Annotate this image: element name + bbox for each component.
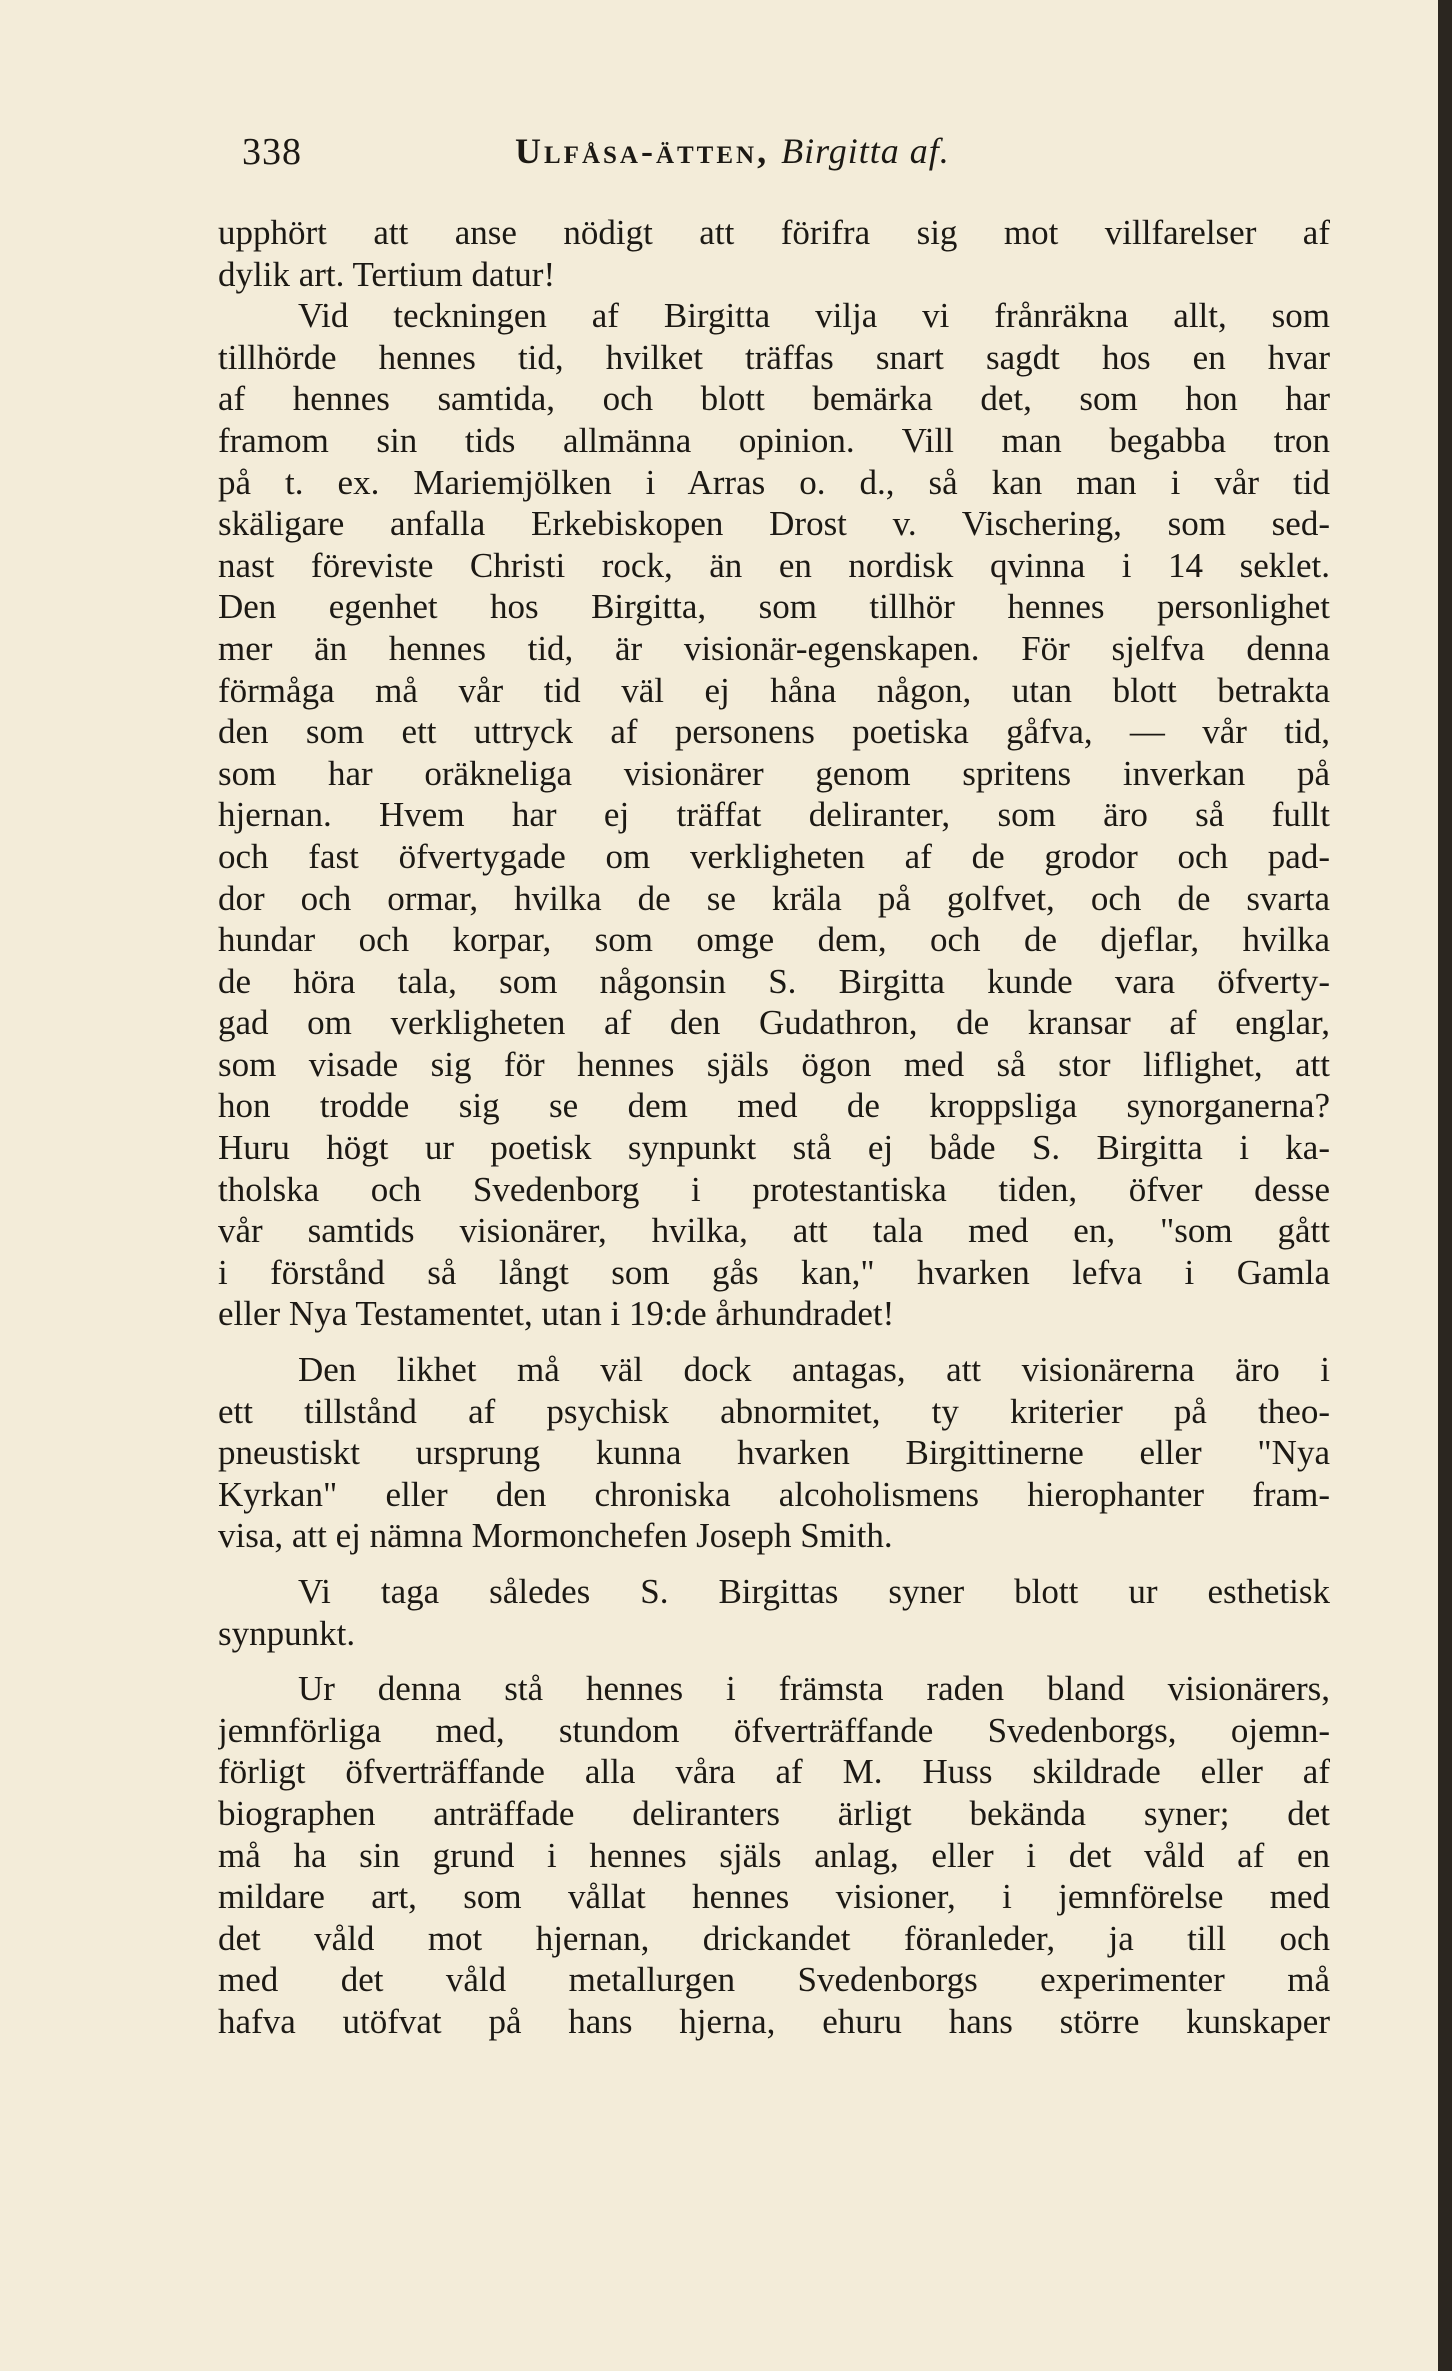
text-line: ett tillstånd af psychisk abnormitet, ty kriterier på theo- xyxy=(218,1391,1330,1431)
text-line: i förstånd så långt som gås kan," hvarken lefva i Gamla xyxy=(218,1252,1330,1292)
text-line: tholska och Svedenborg i protestantiska tiden, öfver desse xyxy=(218,1169,1330,1209)
text-line: Kyrkan" eller den chroniska alcoholismens hierophanter fram- xyxy=(218,1474,1330,1514)
paragraph-gap xyxy=(218,1335,1330,1349)
text-line: mer än hennes tid, är visionär-egenskapen. För sjelfva denna xyxy=(218,628,1330,668)
text-line: mildare art, som vållat hennes visioner, i jemnförelse med xyxy=(218,1877,1330,1917)
text-line: den som ett uttryck af personens poetiska gåfva, — vår tid, xyxy=(218,712,1330,752)
text-line: Huru högt ur poetisk synpunkt stå ej både S. Birgitta i ka- xyxy=(218,1128,1330,1168)
text-line: Ur denna stå hennes i främsta raden bland visionärers, xyxy=(298,1669,1330,1709)
page-edge-shadow xyxy=(1438,0,1452,2371)
text-line: hon trodde sig se dem med de kroppsliga synorganerna? xyxy=(218,1086,1330,1126)
text-line: eller Nya Testamentet, utan i 19:de århundradet! xyxy=(218,1294,895,1334)
text-line: de höra tala, som någonsin S. Birgitta kunde vara öfverty- xyxy=(218,961,1330,1001)
text-line: framom sin tids allmänna opinion. Vill man begabba tron xyxy=(218,420,1330,460)
text-line: vår samtids visionärer, hvilka, att tala med en, "som gått xyxy=(218,1211,1330,1251)
page-header xyxy=(230,130,1330,190)
text-line: på t. ex. Mariemjölken i Arras o. d., så kan man i vår tid xyxy=(218,462,1330,502)
text-line: Den egenhet hos Birgitta, som tillhör hennes personlighet xyxy=(218,587,1330,627)
text-line: Vi taga således S. Birgittas syner blott ur esthetisk xyxy=(298,1572,1330,1611)
paragraph-4 xyxy=(218,1571,1330,1654)
text-line: nast föreviste Christi rock, än en nordisk qvinna i 14 seklet. xyxy=(218,545,1330,585)
text-line: och fast öfvertygade om verkligheten af de grodor och pad- xyxy=(218,836,1330,876)
running-head-subtitle: Birgitta af. xyxy=(781,131,950,171)
text-line: det våld mot hjernan, drickandet föranleder, ja till och xyxy=(218,1918,1330,1958)
text-line: som har oräkneliga visionärer genom spritens inverkan på xyxy=(218,753,1330,793)
text-line: med det våld metallurgen Svedenborgs experimenter må xyxy=(218,1960,1330,2000)
paragraph-gap xyxy=(218,1557,1330,1571)
paragraph-gap xyxy=(218,1654,1330,1668)
text-line: gad om verkligheten af den Gudathron, de kransar af englar, xyxy=(218,1003,1330,1043)
text-line: biographen anträffade deliranters ärligt bekända syner; det xyxy=(218,1793,1330,1833)
text-line: må ha sin grund i hennes själs anlag, eller i det våld af en xyxy=(218,1835,1330,1875)
text-line: dor och ormar, hvilka de se kräla på golfvet, och de svarta xyxy=(218,878,1330,918)
text-line: synpunkt. xyxy=(218,1613,356,1653)
text-line: upphört att anse nödigt att förifra sig mot villfarelser af xyxy=(218,213,1330,252)
text-line: pneustiskt ursprung kunna hvarken Birgittinerne eller "Nya xyxy=(218,1433,1330,1473)
text-line: som visade sig för hennes själs ögon med så stor liflighet, att xyxy=(218,1044,1330,1084)
text-line: visa, att ej nämna Mormonchefen Joseph Smith. xyxy=(218,1516,893,1556)
paragraph-3 xyxy=(218,1349,1330,1557)
text-line: förmåga må vår tid väl ej håna någon, utan blott betrakta xyxy=(218,670,1330,710)
text-line: hundar och korpar, som omge dem, och de djeflar, hvilka xyxy=(218,920,1330,960)
text-line: tillhörde hennes tid, hvilket träffas snart sagdt hos en hvar xyxy=(218,337,1330,377)
running-head xyxy=(515,130,950,172)
text-line: hafva utöfvat på hans hjerna, ehuru hans större kunskaper xyxy=(218,2001,1330,2041)
text-line: hjernan. Hvem har ej träffat deliranter, som äro så fullt xyxy=(218,795,1330,835)
text-line: förligt öfverträffande alla våra af M. Huss skildrade eller af xyxy=(218,1752,1330,1792)
text-line: Den likhet må väl dock antagas, att visionärerna äro i xyxy=(298,1350,1330,1390)
running-head-title: Ulfåsa-ätten, xyxy=(515,131,770,171)
text-line: af hennes samtida, och blott bemärka det, som hon har xyxy=(218,379,1330,419)
paragraph-2 xyxy=(218,295,1330,1335)
text-line: jemnförliga med, stundom öfverträffande Svedenborgs, ojemn- xyxy=(218,1710,1330,1750)
paragraph-1 xyxy=(218,212,1330,295)
paragraph-5 xyxy=(218,1668,1330,2042)
text-line: Vid teckningen af Birgitta vilja vi frånräkna allt, som xyxy=(298,296,1330,336)
page-number: 338 xyxy=(242,131,302,173)
body-text xyxy=(218,212,1330,2043)
text-line: skäligare anfalla Erkebiskopen Drost v. Vischering, som sed- xyxy=(218,504,1330,544)
text-line: dylik art. Tertium datur! xyxy=(218,254,556,294)
